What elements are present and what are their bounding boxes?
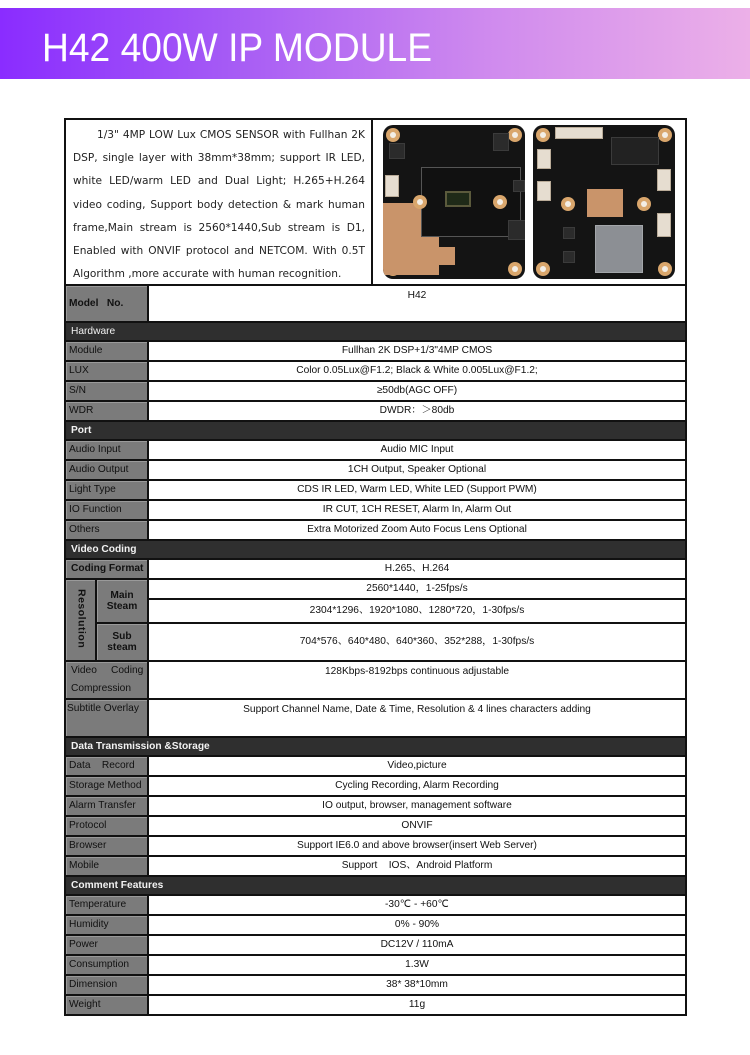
row-label: Storage Method: [65, 776, 148, 796]
row-value: Fullhan 2K DSP+1/3"4MP CMOS: [148, 341, 686, 361]
table-row: [65, 776, 686, 796]
resolution-sub-row: [65, 623, 686, 661]
table-row: [65, 460, 686, 480]
row-label: LUX: [65, 361, 148, 381]
row-label: Audio Input: [65, 440, 148, 460]
row-label: Light Type: [65, 480, 148, 500]
section-data-storage: [65, 737, 686, 756]
table-row: [65, 836, 686, 856]
row-value: ONVIF: [148, 816, 686, 836]
table-row: [65, 559, 686, 579]
table-row: [65, 361, 686, 381]
row-label: WDR: [65, 401, 148, 421]
row-value: 128Kbps-8192bps continuous adjustable: [148, 661, 686, 699]
row-label: IO Function: [65, 500, 148, 520]
row-value: 704*576、640*480、640*360、352*288，1-30fps/s: [148, 623, 686, 661]
model-row: [65, 285, 686, 322]
pcb-front-photo: [383, 125, 525, 279]
row-value: Extra Motorized Zoom Auto Focus Lens Optional: [148, 520, 686, 540]
resolution-main-row-1: [65, 579, 686, 599]
row-label: S/N: [65, 381, 148, 401]
row-value: Audio MIC Input: [148, 440, 686, 460]
table-row: [65, 995, 686, 1015]
table-row: [65, 520, 686, 540]
resolution-label: [65, 579, 96, 661]
section-title: Data Transmission &Storage: [65, 737, 686, 756]
spec-table: [64, 284, 687, 1016]
row-value: IR CUT, 1CH RESET, Alarm In, Alarm Out: [148, 500, 686, 520]
section-common-features: [65, 876, 686, 895]
row-value: ≥50db(AGC OFF): [148, 381, 686, 401]
row-value: -30℃ - +60℃: [148, 895, 686, 915]
table-row: [65, 895, 686, 915]
pcb-back-photo: [533, 125, 675, 279]
table-row: [65, 401, 686, 421]
row-value: CDS IR LED, Warm LED, White LED (Support PWM): [148, 480, 686, 500]
row-label: Mobile: [65, 856, 148, 876]
row-value: DC12V / 110mA: [148, 935, 686, 955]
row-value: Support IE6.0 and above browser(insert Web Server): [148, 836, 686, 856]
section-port: [65, 421, 686, 440]
compression-label-line1: Video Coding: [71, 665, 144, 676]
resolution-label-text: Resolution: [75, 588, 88, 649]
table-row: [65, 975, 686, 995]
table-row: [65, 915, 686, 935]
section-video-coding: [65, 540, 686, 559]
row-value: Support IOS、Android Platform: [148, 856, 686, 876]
section-title: Port: [65, 421, 686, 440]
table-row: [65, 796, 686, 816]
row-value: H.265、H.264: [148, 559, 686, 579]
row-value: 1CH Output, Speaker Optional: [148, 460, 686, 480]
table-row: [65, 341, 686, 361]
row-label: Module: [65, 341, 148, 361]
section-title: Comment Features: [65, 876, 686, 895]
row-label: Consumption: [65, 955, 148, 975]
main-stream-label-line2: Steam: [106, 601, 138, 612]
row-value: Cycling Recording, Alarm Recording: [148, 776, 686, 796]
row-label: Alarm Transfer: [65, 796, 148, 816]
intro-section: [64, 118, 687, 284]
row-label: Subtitle Overlay: [65, 699, 148, 737]
row-label: Coding Format: [65, 559, 148, 579]
table-row: [65, 756, 686, 776]
product-photos: [373, 120, 685, 284]
main-stream-label-line1: Main: [110, 589, 134, 601]
table-row: [65, 500, 686, 520]
table-row: [65, 480, 686, 500]
row-label: Browser: [65, 836, 148, 856]
row-value: 2304*1296、1920*1080、1280*720，1-30fps/s: [148, 599, 686, 623]
row-value: IO output, browser, management software: [148, 796, 686, 816]
row-value: 38* 38*10mm: [148, 975, 686, 995]
sub-stream-label: [96, 623, 148, 661]
row-label: Temperature: [65, 895, 148, 915]
section-title: Hardware: [65, 322, 686, 341]
table-row: [65, 816, 686, 836]
row-value: 2560*1440，1-25fps/s: [148, 579, 686, 599]
row-label: Protocol: [65, 816, 148, 836]
model-value: H42: [148, 285, 686, 322]
title-banner: [0, 8, 750, 79]
row-value: 11g: [148, 995, 686, 1015]
table-row: [65, 440, 686, 460]
product-description: 1/3" 4MP LOW Lux CMOS SENSOR with Fullhan 2K DSP, single layer with 38mm*38mm; support IR LED, white LED/warm LED and Dual Light; H.265+H.264 video coding, Support body detection & mark human frame,Main stream is 2560*1440,Sub stream is D1, Enabled with ONVIF protocol and NETCOM. With 0.5T Algorithm ,more accurate with human recognition.: [66, 120, 373, 284]
row-value: 0% - 90%: [148, 915, 686, 935]
row-value: Color 0.05Lux@F1.2; Black & White 0.005Lux@F1.2;: [148, 361, 686, 381]
compression-row: [65, 661, 686, 699]
table-row: [65, 955, 686, 975]
row-label: Dimension: [65, 975, 148, 995]
compression-label: [65, 661, 148, 699]
compression-label-line2: Compression: [71, 683, 132, 694]
table-row: [65, 935, 686, 955]
subtitle-row: [65, 699, 686, 737]
sub-stream-label-line1: Sub: [112, 630, 132, 642]
row-label: Others: [65, 520, 148, 540]
model-label: Model No.: [65, 285, 148, 322]
sub-stream-label-line2: steam: [107, 642, 137, 653]
table-row: [65, 381, 686, 401]
row-label: Audio Output: [65, 460, 148, 480]
section-hardware: [65, 322, 686, 341]
row-value: DWDR：＞80db: [148, 401, 686, 421]
page-title: H42 400W IP MODULE: [42, 26, 433, 70]
section-title: Video Coding: [65, 540, 686, 559]
main-stream-label: [96, 579, 148, 623]
row-label: Humidity: [65, 915, 148, 935]
row-label: Data Record: [65, 756, 148, 776]
table-row: [65, 856, 686, 876]
row-value: 1.3W: [148, 955, 686, 975]
row-value: Support Channel Name, Date & Time, Resolution & 4 lines characters adding: [148, 699, 686, 737]
row-label: Power: [65, 935, 148, 955]
resolution-main-row-2: [65, 599, 686, 623]
row-label: Weight: [65, 995, 148, 1015]
row-value: Video,picture: [148, 756, 686, 776]
